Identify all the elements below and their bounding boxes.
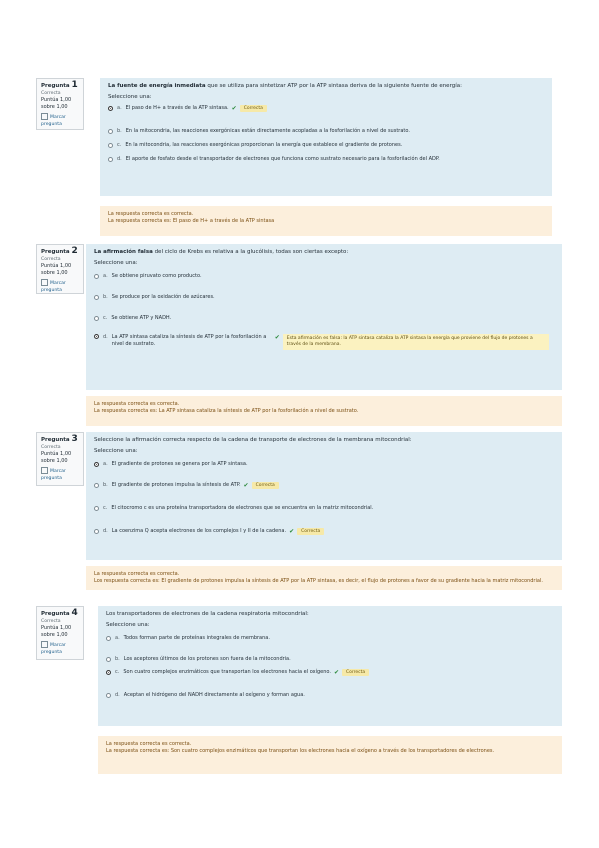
radio-button[interactable] xyxy=(108,106,113,111)
question-number: Pregunta 3 xyxy=(41,434,78,444)
question-info-4 xyxy=(36,606,84,660)
answer-option[interactable]: c. El citocromo c es una proteína transportadora de electrones que se encuentra en la matriz mitocondrial. xyxy=(94,505,554,512)
select-label: Seleccione una: xyxy=(106,622,150,628)
question-score: Puntúa 1,00 sobre 1,00 xyxy=(41,451,72,464)
answer-option[interactable]: b. Se produce por la oxidación de azúcares. xyxy=(94,294,554,301)
check-icon: ✔ xyxy=(231,105,237,112)
question-info-3 xyxy=(36,432,84,486)
flag-icon xyxy=(41,113,48,120)
question-state: Correcta xyxy=(41,619,61,624)
flag-icon xyxy=(41,467,48,474)
radio-button[interactable] xyxy=(94,274,99,279)
check-icon: ✔ xyxy=(243,482,249,489)
question-state: Correcta xyxy=(41,257,61,262)
correct-badge: Correcta xyxy=(252,482,279,489)
feedback-body: La respuesta correcta es: La ATP sintasa cataliza la síntesis de ATP por la fosforilación a nivel de sustrato. xyxy=(94,408,359,414)
flag-question-button[interactable]: Marcar pregunta xyxy=(41,281,66,293)
radio-button[interactable] xyxy=(108,129,113,134)
answer-option[interactable]: a. El gradiente de protones se genera por la ATP sintasa. xyxy=(94,461,554,468)
question-state: Correcta xyxy=(41,91,61,96)
radio-button[interactable] xyxy=(94,462,99,467)
feedback-title: La respuesta correcta es correcta. xyxy=(106,741,192,747)
question-info-1 xyxy=(36,78,84,130)
question-4-content xyxy=(98,606,562,726)
radio-button[interactable] xyxy=(108,143,113,148)
answer-option[interactable]: c. En la mitocondria, las reacciones exergónicas proporcionan la energía que establece el gradiente de protones. xyxy=(108,142,544,149)
question-number: Pregunta 4 xyxy=(41,608,78,618)
answer-tooltip: Esta afirmación es falsa: la ATP sintasa cataliza la ATP sintasa la energía que proviene del flujo de protones a través de la membrana. xyxy=(283,334,549,350)
question-2-content xyxy=(86,244,562,390)
answer-option[interactable]: b. En la mitocondria, las reacciones exergónicas están directamente acopladas a la fosforilación a nivel de sustrato. xyxy=(108,128,544,135)
select-label: Seleccione una: xyxy=(108,94,152,100)
feedback-box xyxy=(86,396,562,426)
radio-button[interactable] xyxy=(94,316,99,321)
feedback-title: La respuesta correcta es correcta. xyxy=(94,401,180,407)
answer-option[interactable]: a. El paso de H+ a través de la ATP sintasa. ✔ Correcta xyxy=(108,105,544,112)
correct-badge: Correcta xyxy=(297,528,324,535)
check-icon: ✔ xyxy=(289,528,295,535)
answer-option[interactable]: d. La coenzima Q acepta electrones de los complejos I y II de la cadena. ✔ Correcta xyxy=(94,528,554,535)
radio-button[interactable] xyxy=(106,693,111,698)
flag-icon xyxy=(41,279,48,286)
radio-button[interactable] xyxy=(94,334,99,339)
correct-badge: Correcta xyxy=(240,105,267,112)
radio-button[interactable] xyxy=(106,657,111,662)
check-icon: ✔ xyxy=(333,669,339,676)
feedback-title: La respuesta correcta es correcta. xyxy=(108,211,194,217)
feedback-box xyxy=(100,206,552,236)
answer-option[interactable]: b. El gradiente de protones impulsa la síntesis de ATP. ✔ Correcta xyxy=(94,482,554,489)
answer-option[interactable]: b. Los aceptores últimos de los protones son fuera de la mitocondria. xyxy=(106,656,554,663)
radio-button[interactable] xyxy=(94,483,99,488)
question-info-2 xyxy=(36,244,84,294)
question-score: Puntúa 1,00 sobre 1,00 xyxy=(41,97,72,110)
answer-option[interactable]: c. Son cuatro complejos enzimáticos que transportan los electrones hacia el oxígeno. ✔ Correcta xyxy=(106,669,554,676)
question-number: Pregunta 1 xyxy=(41,80,78,90)
feedback-body: La respuesta correcta es: Son cuatro complejos enzimáticos que transportan los electrones hacia el oxígeno a través de los transportadores de electrones. xyxy=(106,748,495,754)
select-label: Seleccione una: xyxy=(94,260,138,266)
feedback-box xyxy=(86,566,562,590)
flag-question-button[interactable]: Marcar pregunta xyxy=(41,115,66,127)
question-text: La fuente de energía inmediata que se utiliza para sintetizar ATP por la ATP sintasa deriva de la siguiente fuente de energía: xyxy=(108,83,462,89)
answer-option[interactable]: d. El aporte de fosfato desde el transportador de electrones que funciona como sustrato necesario para la fosforilación del ADP. xyxy=(108,156,544,163)
feedback-body: La respuesta correcta es: El paso de H+ a través de la ATP sintasa xyxy=(108,218,275,224)
flag-icon xyxy=(41,641,48,648)
question-text: Los transportadores de electrones de la cadena respiratoria mitocondrial: xyxy=(106,611,309,617)
select-label: Seleccione una: xyxy=(94,448,138,454)
radio-button[interactable] xyxy=(108,157,113,162)
feedback-body: Los respuesta correcta es: El gradiente de protones impulsa la síntesis de ATP por la ATP sintasa, es decir, el flujo de protones a favor de su gradiente hacia la matriz mitocondrial. xyxy=(94,578,543,584)
question-state: Correcta xyxy=(41,445,61,450)
feedback-title: La respuesta correcta es correcta. xyxy=(94,571,180,577)
answer-option[interactable]: c. Se obtiene ATP y NADH. xyxy=(94,315,554,322)
question-score: Puntúa 1,00 sobre 1,00 xyxy=(41,625,72,638)
correct-badge: Correcta xyxy=(342,669,369,676)
check-icon: ✔ xyxy=(274,334,280,341)
question-text: Seleccione la afirmación correcta respecto de la cadena de transporte de electrones de la membrana mitocondrial: xyxy=(94,437,412,443)
answer-option[interactable]: a. Se obtiene piruvato como producto. xyxy=(94,273,554,280)
radio-button[interactable] xyxy=(106,670,111,675)
question-number: Pregunta 2 xyxy=(41,246,78,256)
radio-button[interactable] xyxy=(94,506,99,511)
question-1-content xyxy=(100,78,552,196)
answer-option[interactable]: a. Todos forman parte de proteínas integrales de membrana. xyxy=(106,635,554,642)
radio-button[interactable] xyxy=(106,636,111,641)
radio-button[interactable] xyxy=(94,295,99,300)
question-3-content xyxy=(86,432,562,560)
flag-question-button[interactable]: Marcar pregunta xyxy=(41,643,66,655)
question-score: Puntúa 1,00 sobre 1,00 xyxy=(41,263,72,276)
flag-question-button[interactable]: Marcar pregunta xyxy=(41,469,66,481)
radio-button[interactable] xyxy=(94,529,99,534)
answer-option[interactable]: d. Aceptan el hidrógeno del NADH directamente al oxígeno y forman agua. xyxy=(106,692,554,699)
question-text: La afirmación falsa del ciclo de Krebs es relativa a la glucólisis, todas son ciertas excepto: xyxy=(94,249,349,255)
feedback-box xyxy=(98,736,562,774)
answer-option[interactable]: d. La ATP sintasa cataliza la síntesis de ATP por la fosforilación a nivel de sustrato. ✔ Esta afirmación es falsa: la ATP sintasa cataliza la ATP sintasa la energía que proviene del flujo de protones a través de la membrana. xyxy=(94,334,554,350)
